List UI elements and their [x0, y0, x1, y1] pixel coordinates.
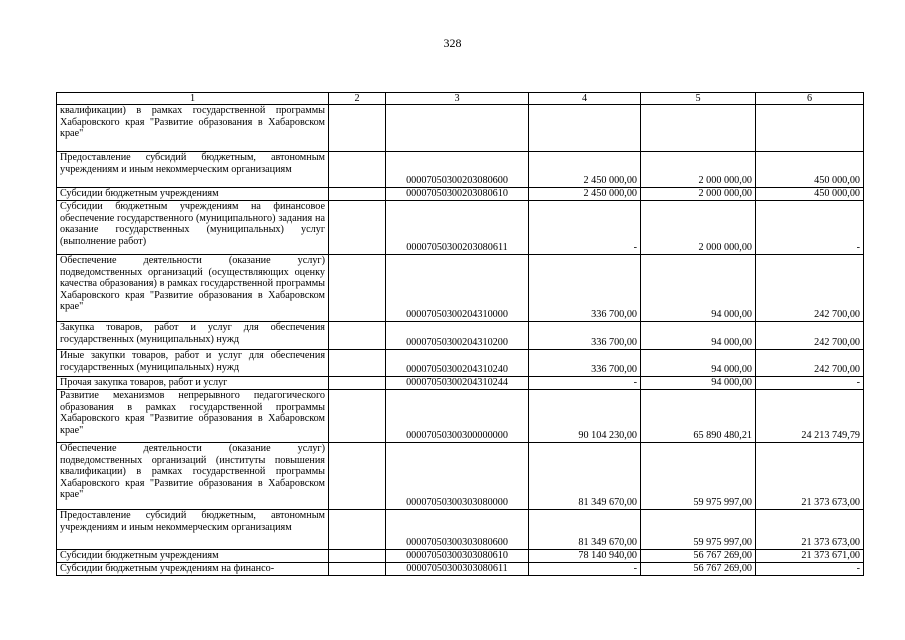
row-description: Субсидии бюджетным учреждениям на финансо- — [57, 563, 329, 576]
row-code: 00007050300203080611 — [386, 201, 529, 255]
table-row — [57, 510, 864, 550]
row-description: Обеспечение деятельности (оказание услуг) подведомственных организаций (осуществляющих оценку качества образования) в рамках государственной программы Хабаровского края "Развитие образования в Хабаровском крае" — [57, 255, 329, 322]
row-value-5: 94 000,00 — [641, 255, 756, 322]
row-value-5: 59 975 997,00 — [641, 510, 756, 550]
row-value-4: 81 349 670,00 — [529, 443, 641, 510]
row-value-6: 242 700,00 — [756, 255, 864, 322]
row-code — [386, 105, 529, 152]
column-header: 1 — [57, 93, 329, 105]
row-description: Предоставление субсидий бюджетным, автономным учреждениям и иным некоммерческим организациям — [57, 152, 329, 188]
page-number: 328 — [443, 36, 462, 50]
column-header: 3 — [386, 93, 529, 105]
row-description: Субсидии бюджетным учреждениям — [57, 188, 329, 201]
table-row — [57, 105, 864, 152]
table-row — [57, 201, 864, 255]
row-value-5: 94 000,00 — [641, 377, 756, 390]
row-value-6: 21 373 673,00 — [756, 443, 864, 510]
row-code: 00007050300300000000 — [386, 390, 529, 443]
row-value-4: 336 700,00 — [529, 255, 641, 322]
row-value-6 — [756, 105, 864, 152]
row-value-4: 336 700,00 — [529, 350, 641, 377]
row-col2 — [329, 443, 386, 510]
row-value-5: 56 767 269,00 — [641, 563, 756, 576]
row-col2 — [329, 188, 386, 201]
row-code: 00007050300203080600 — [386, 152, 529, 188]
row-value-6: 24 213 749,79 — [756, 390, 864, 443]
column-number-row — [57, 93, 864, 105]
row-description: Развитие механизмов непрерывного педагогического образования в рамках государственной программы Хабаровского края "Развитие образования в Хабаровском крае" — [57, 390, 329, 443]
row-value-4: - — [529, 377, 641, 390]
row-value-5: 65 890 480,21 — [641, 390, 756, 443]
row-description: Прочая закупка товаров, работ и услуг — [57, 377, 329, 390]
row-value-6: - — [756, 377, 864, 390]
row-value-6: 21 373 671,00 — [756, 550, 864, 563]
table-row — [57, 443, 864, 510]
row-value-5: 2 000 000,00 — [641, 188, 756, 201]
column-header: 2 — [329, 93, 386, 105]
row-col2 — [329, 255, 386, 322]
row-value-6: 21 373 673,00 — [756, 510, 864, 550]
row-description: Субсидии бюджетным учреждениям — [57, 550, 329, 563]
row-col2 — [329, 377, 386, 390]
row-value-5: 59 975 997,00 — [641, 443, 756, 510]
row-col2 — [329, 201, 386, 255]
row-col2 — [329, 550, 386, 563]
row-value-4: 2 450 000,00 — [529, 152, 641, 188]
table-row — [57, 350, 864, 377]
row-col2 — [329, 152, 386, 188]
row-col2 — [329, 510, 386, 550]
table-row — [57, 255, 864, 322]
row-code: 00007050300204310200 — [386, 322, 529, 350]
row-value-6: - — [756, 563, 864, 576]
row-col2 — [329, 322, 386, 350]
row-value-6: 242 700,00 — [756, 322, 864, 350]
row-description: Обеспечение деятельности (оказание услуг) подведомственных организаций (институты повышения квалификации) в рамках государственной программы Хабаровского края "Развитие образования в Хабаровском крае" — [57, 443, 329, 510]
row-value-6: 242 700,00 — [756, 350, 864, 377]
row-code: 00007050300203080610 — [386, 188, 529, 201]
row-value-5 — [641, 105, 756, 152]
row-value-4 — [529, 105, 641, 152]
table-row — [57, 377, 864, 390]
row-code: 00007050300204310244 — [386, 377, 529, 390]
row-value-4: 81 349 670,00 — [529, 510, 641, 550]
row-value-4: - — [529, 563, 641, 576]
row-code: 00007050300303080600 — [386, 510, 529, 550]
table-row — [57, 322, 864, 350]
row-value-4: 2 450 000,00 — [529, 188, 641, 201]
row-value-5: 94 000,00 — [641, 322, 756, 350]
row-value-4: 78 140 940,00 — [529, 550, 641, 563]
row-description: Предоставление субсидий бюджетным, автономным учреждениям и иным некоммерческим организациям — [57, 510, 329, 550]
row-value-5: 94 000,00 — [641, 350, 756, 377]
row-description: Субсидии бюджетным учреждениям на финансовое обеспечение государственного (муниципального) задания на оказание государственных (муниципальных) услуг (выполнение работ) — [57, 201, 329, 255]
table-row — [57, 550, 864, 563]
column-header: 5 — [641, 93, 756, 105]
row-col2 — [329, 390, 386, 443]
row-code: 00007050300204310000 — [386, 255, 529, 322]
budget-table — [56, 92, 864, 576]
row-value-5: 56 767 269,00 — [641, 550, 756, 563]
row-code: 00007050300303080610 — [386, 550, 529, 563]
row-value-5: 2 000 000,00 — [641, 201, 756, 255]
table-row — [57, 563, 864, 576]
row-col2 — [329, 105, 386, 152]
column-header: 4 — [529, 93, 641, 105]
row-code: 00007050300303080000 — [386, 443, 529, 510]
row-description: квалификации) в рамках государственной программы Хабаровского края "Развитие образования в Хабаровском крае" — [57, 105, 329, 152]
row-value-4: - — [529, 201, 641, 255]
row-code: 00007050300303080611 — [386, 563, 529, 576]
row-col2 — [329, 563, 386, 576]
row-value-4: 336 700,00 — [529, 322, 641, 350]
row-description: Иные закупки товаров, работ и услуг для обеспечения государственных (муниципальных) нужд — [57, 350, 329, 377]
row-value-6: 450 000,00 — [756, 152, 864, 188]
table-row — [57, 188, 864, 201]
row-value-6: 450 000,00 — [756, 188, 864, 201]
row-value-6: - — [756, 201, 864, 255]
row-code: 00007050300204310240 — [386, 350, 529, 377]
column-header: 6 — [756, 93, 864, 105]
table-row — [57, 390, 864, 443]
table-row — [57, 152, 864, 188]
row-description: Закупка товаров, работ и услуг для обеспечения государственных (муниципальных) нужд — [57, 322, 329, 350]
row-value-4: 90 104 230,00 — [529, 390, 641, 443]
row-col2 — [329, 350, 386, 377]
row-value-5: 2 000 000,00 — [641, 152, 756, 188]
